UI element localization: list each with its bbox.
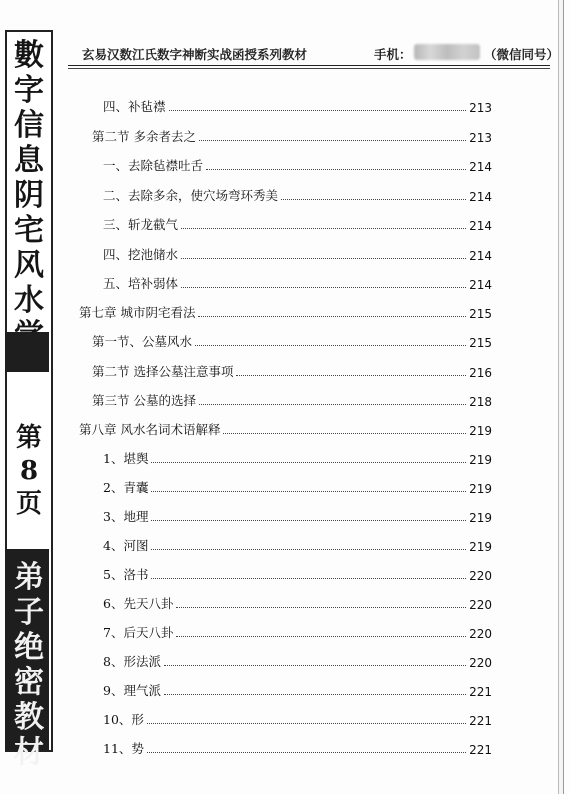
toc-entry-label: 3、地理 xyxy=(103,509,149,524)
dot-leader xyxy=(181,287,466,288)
sidebar-tag-char: 绝 xyxy=(14,630,44,665)
toc-entry-page: 219 xyxy=(469,511,492,525)
toc-entry-label: 4、河图 xyxy=(103,538,149,553)
dot-leader xyxy=(164,694,466,695)
toc-entry-label: 五、培补弱体 xyxy=(103,276,179,291)
dot-leader xyxy=(151,578,466,579)
sidebar-page-char: 第 xyxy=(15,423,42,453)
toc-entry-page: 218 xyxy=(469,395,492,409)
toc-entry[interactable] xyxy=(92,125,492,145)
toc-entry[interactable] xyxy=(79,418,492,438)
toc-entry-page: 214 xyxy=(469,278,492,292)
toc-entry-label: 1、堪舆 xyxy=(103,451,149,466)
toc-entry-page: 220 xyxy=(469,569,492,583)
dot-leader xyxy=(151,549,466,550)
sidebar-tag-char: 材 xyxy=(14,735,44,770)
toc-entry[interactable] xyxy=(92,360,492,380)
toc-entry-page: 221 xyxy=(469,714,492,728)
dot-leader xyxy=(169,110,467,111)
toc-entry-page: 214 xyxy=(469,160,492,174)
toc-entry-label: 第二节 选择公墓注意事项 xyxy=(92,364,234,379)
toc-entry-label: 11、势 xyxy=(103,741,144,756)
dot-leader xyxy=(206,169,466,170)
toc-entry[interactable] xyxy=(103,243,492,263)
toc-entry-label: 5、洛书 xyxy=(103,567,149,582)
toc-entry[interactable] xyxy=(103,184,492,204)
toc-entry[interactable] xyxy=(92,389,492,409)
dot-leader xyxy=(147,723,466,724)
toc-entry-label: 7、后天八卦 xyxy=(103,625,174,640)
toc-entry-page: 216 xyxy=(469,366,492,380)
toc-entry[interactable] xyxy=(103,679,492,699)
toc-entry-label: 四、挖池储水 xyxy=(103,247,179,262)
toc-entry[interactable] xyxy=(103,95,492,115)
toc-entry[interactable] xyxy=(103,621,492,641)
toc-entry-page: 221 xyxy=(469,743,492,757)
toc-entry-label: 第八章 风水名词术语解释 xyxy=(79,422,221,437)
toc-entry-page: 219 xyxy=(469,453,492,467)
toc-entry-page: 219 xyxy=(469,540,492,554)
toc-entry[interactable] xyxy=(103,505,492,525)
toc-entry-label: 8、形法派 xyxy=(103,654,161,669)
toc-entry-label: 6、先天八卦 xyxy=(103,596,174,611)
toc-entry[interactable] xyxy=(103,272,492,292)
dot-leader xyxy=(151,520,466,521)
toc-entry[interactable] xyxy=(92,330,492,350)
toc-entry-label: 第一节、公墓风水 xyxy=(92,334,193,349)
toc-entry-label: 三、斩龙截气 xyxy=(103,217,179,232)
toc-entry-page: 213 xyxy=(469,101,492,115)
sidebar-title-char: 风 xyxy=(14,248,44,283)
toc-entry[interactable] xyxy=(103,534,492,554)
toc-entry-label: 9、理气派 xyxy=(103,683,161,698)
toc-entry-page: 215 xyxy=(469,307,492,321)
sidebar-tag-char: 弟 xyxy=(14,560,44,595)
toc-entry[interactable] xyxy=(103,708,492,728)
dot-leader xyxy=(223,433,466,434)
dot-leader xyxy=(198,316,466,317)
toc-entry-page: 220 xyxy=(469,627,492,641)
toc-entry-label: 10、形 xyxy=(103,712,144,727)
toc-entry-label: 第三节 公墓的选择 xyxy=(92,393,196,408)
toc-entry-page: 219 xyxy=(469,424,492,438)
dot-leader xyxy=(151,491,466,492)
toc-entry[interactable] xyxy=(103,447,492,467)
sidebar-title-char: 息 xyxy=(14,143,44,178)
toc-entry-page: 214 xyxy=(469,249,492,263)
toc-entry-label: 四、补毡襟 xyxy=(103,99,166,114)
dot-leader xyxy=(236,375,466,376)
dot-leader xyxy=(176,607,466,608)
sidebar-tag-char: 密 xyxy=(14,665,44,700)
dot-leader xyxy=(164,665,466,666)
dot-leader xyxy=(281,199,466,200)
toc-entry[interactable] xyxy=(103,563,492,583)
dot-leader xyxy=(151,462,466,463)
toc-entry-page: 214 xyxy=(469,190,492,204)
dot-leader xyxy=(176,636,466,637)
header-wechat-note: （微信同号） xyxy=(484,47,560,62)
dot-leader xyxy=(199,404,466,405)
toc-entry[interactable] xyxy=(103,154,492,174)
sidebar-tag-char: 子 xyxy=(14,595,44,630)
dot-leader xyxy=(147,752,466,753)
toc-entry[interactable] xyxy=(103,650,492,670)
toc-entry-label: 一、去除毡襟吐舌 xyxy=(103,158,204,173)
toc-entry[interactable] xyxy=(103,213,492,233)
dot-leader xyxy=(181,258,466,259)
toc-entry-page: 220 xyxy=(469,598,492,612)
header-phone-label: 手机： xyxy=(374,47,412,62)
toc-entry-page: 213 xyxy=(469,131,492,145)
toc-entry[interactable] xyxy=(103,737,492,757)
toc-entry-page: 215 xyxy=(469,336,492,350)
toc-entry-page: 214 xyxy=(469,219,492,233)
toc-entry-page: 219 xyxy=(469,482,492,496)
header-title: 玄易汉数江氏数字神断实战函授系列教材 xyxy=(82,47,308,62)
toc-entry[interactable] xyxy=(79,301,492,321)
sidebar-tag-char: 教 xyxy=(14,700,44,735)
toc-entry-page: 220 xyxy=(469,656,492,670)
toc-entry[interactable] xyxy=(103,476,492,496)
sidebar-title-char: 字 xyxy=(14,73,44,108)
toc-entry[interactable] xyxy=(103,592,492,612)
dot-leader xyxy=(181,228,466,229)
toc-entry-label: 二、去除多余，使穴场弯环秀美 xyxy=(103,188,279,203)
toc-entry-label: 第七章 城市阴宅看法 xyxy=(79,305,196,320)
sidebar-page-char: 8 xyxy=(19,456,39,486)
sidebar-title-char: 水 xyxy=(14,283,44,318)
sidebar-title-char: 宅 xyxy=(14,213,44,248)
sidebar-title-char: 信 xyxy=(14,108,44,143)
toc-entry-label: 第二节 多余者去之 xyxy=(92,129,196,144)
sidebar-title-char: 阴 xyxy=(14,178,44,213)
sidebar-title-char: 數 xyxy=(14,38,44,73)
toc-entry-label: 2、青囊 xyxy=(103,480,149,495)
dot-leader xyxy=(199,140,466,141)
sidebar-page-char: 页 xyxy=(15,489,42,519)
dot-leader xyxy=(195,345,466,346)
toc-entry-page: 221 xyxy=(469,685,492,699)
